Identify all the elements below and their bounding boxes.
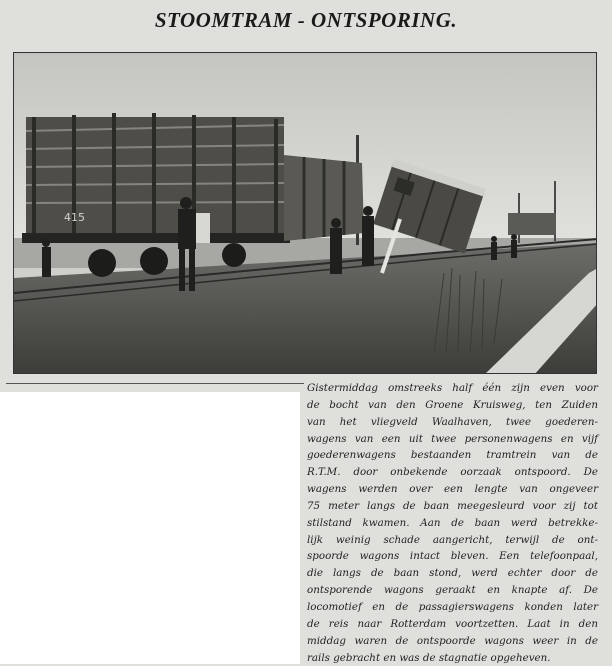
column-rule (6, 383, 304, 384)
article-line: de bocht van den Groene Kruisweg, ten Zuiden (307, 397, 598, 414)
article-line: R.T.M. door onbekende oorzaak ontspoord. De (307, 464, 598, 481)
article-line: ontsporende wagons geraakt en knapte af. De (307, 582, 598, 599)
distant-wagon (508, 213, 556, 235)
article-line: rails gebracht en was de stagnatie opgeheven. (307, 650, 598, 666)
article-line: wagens van een uit twee personenwagens en vijf (307, 431, 598, 448)
blank-area (0, 392, 300, 664)
article-line: wagens werden over een lengte van ongeveer (307, 481, 598, 498)
article-line: lijk weinig schade aangericht, terwijl de ont- (307, 532, 598, 549)
headline: STOOMTRAM - ONTSPORING. (0, 8, 612, 33)
article-line: goederenwagens bestaanden tramtrein van de (307, 447, 598, 464)
article-line: van het vliegveld Waalhaven, twee goederen- (307, 414, 598, 431)
article-line: die langs de baan stond, werd echter door de (307, 565, 598, 582)
article-line: de reis naar Rotterdam voortzetten. Laat in den (307, 616, 598, 633)
article-text (307, 380, 598, 666)
article-line: Gistermiddag omstreeks half één zijn even voor (307, 380, 598, 397)
article-line: middag waren de ontspoorde wagons weer in de (307, 633, 598, 650)
article-line: stilstand kwamen. Aan de baan werd betrekke- (307, 515, 598, 532)
article-line: 75 meter langs de baan meegesleurd voor zij tot (307, 498, 598, 515)
wagon-number: 415 (64, 211, 85, 224)
goods-wagon-2 (284, 155, 364, 241)
news-photo (13, 52, 597, 374)
article-line: locomotief en de passagierswagens konden later (307, 599, 598, 616)
derailment-photo-illustration (14, 53, 597, 374)
article-line: spoorde wagons intact bleven. Een telefoonpaal, (307, 548, 598, 565)
